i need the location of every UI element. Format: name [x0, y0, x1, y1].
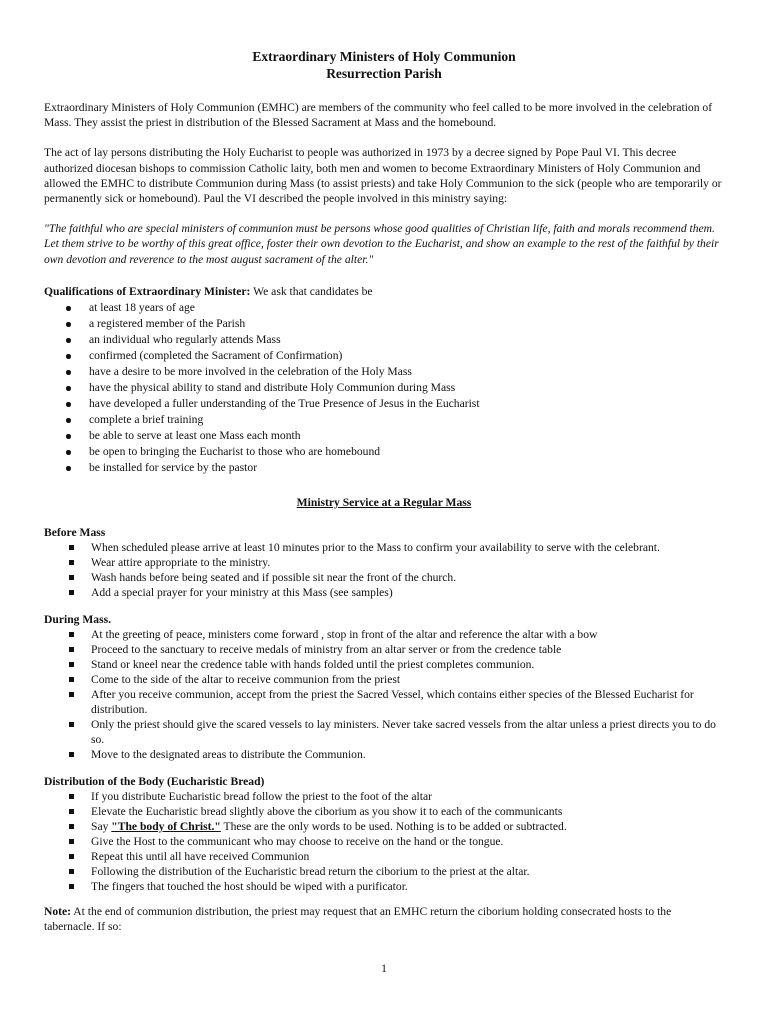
list-item: The fingers that touched the host should be wiped with a purificator.: [44, 879, 724, 894]
list-item: have developed a fuller understanding of the True Presence of Jesus in the Eucharist: [44, 396, 724, 412]
list-item: confirmed (completed the Sacrament of Confirmation): [44, 348, 724, 364]
qualifications-heading: [44, 284, 724, 299]
title-line-2: Resurrection Parish: [326, 66, 442, 81]
list-item: Move to the designated areas to distribute the Communion.: [44, 747, 724, 762]
note-paragraph: [44, 904, 724, 934]
list-item: have a desire to be more involved in the celebration of the Holy Mass: [44, 364, 724, 380]
note-text: At the end of communion distribution, the priest may request that an EMHC return the ciborium holding consecrated hosts to the tabernacle. If so:: [44, 905, 672, 934]
intro-paragraph-2: The act of lay persons distributing the Holy Eucharist to people was authorized in 1973 by a decree signed by Pope Paul VI. This decree authorized diocesan bishops to commission Catholic laity, both men and women to become Extraordinary Ministers of Holy Communion and allowed the EMHC to distribute Communion during Mass (to assist priests) and take Holy Communion to the sick (people who are temporarily or permanently sick or homebound). Paul the VI described the people involved in this ministry saying:: [44, 146, 722, 206]
list-item: a registered member of the Parish: [44, 316, 724, 332]
list-item: [44, 819, 724, 834]
note-label: Note:: [44, 905, 72, 919]
list-item: Wear attire appropriate to the ministry.: [44, 555, 724, 570]
list-item: have the physical ability to stand and distribute Holy Communion during Mass: [44, 380, 724, 396]
list-item: be able to serve at least one Mass each month: [44, 428, 724, 444]
list-item: an individual who regularly attends Mass: [44, 332, 724, 348]
during-mass-heading: During Mass.: [44, 613, 111, 627]
say-prefix: Say: [91, 820, 112, 834]
list-item: At the greeting of peace, ministers come forward , stop in front of the altar and reference the altar with a bow: [44, 627, 724, 642]
page-number: 1: [381, 962, 387, 975]
list-item: Following the distribution of the Eucharistic bread return the ciborium to the priest at the altar.: [44, 864, 724, 879]
during-mass-list: [44, 627, 724, 762]
list-item: be open to bringing the Eucharist to those who are homebound: [44, 444, 724, 460]
intro-paragraph-1: Extraordinary Ministers of Holy Communion (EMHC) are members of the community who feel called to be more involved in the celebration of Mass. They assist the priest in distribution of the Blessed Sacrament at Mass and the homebound.: [44, 101, 713, 130]
list-item: Stand or kneel near the credence table with hands folded until the priest completes communion.: [44, 657, 724, 672]
list-item: Come to the side of the altar to receive communion from the priest: [44, 672, 724, 687]
qualifications-intro: We ask that candidates be: [250, 284, 373, 298]
before-mass-heading: Before Mass: [44, 526, 106, 540]
say-suffix: These are the only words to be used. Nothing is to be added or subtracted.: [220, 820, 567, 834]
list-item: Only the priest should give the scared vessels to lay ministers. Never take sacred vessels from the altar unless a priest directs you to do so.: [44, 717, 724, 747]
list-item: complete a brief training: [44, 412, 724, 428]
list-item: be installed for service by the pastor: [44, 460, 724, 476]
qualifications-label: Qualifications of Extraordinary Minister:: [44, 284, 251, 298]
document-title: [44, 48, 724, 82]
pope-quote: "The faithful who are special ministers of communion must be persons whose good qualities of Christian life, faith and morals recommend them. Let them strive to be worthy of this great office, foster their own devotion to the Eucharist, and show an example to the rest of the faithful by their own devotion and reverence to the most august sacrament of the alter.": [44, 222, 719, 266]
list-item: Add a special prayer for your ministry at this Mass (see samples): [44, 585, 724, 600]
distribution-heading: Distribution of the Body (Eucharistic Bread): [44, 775, 265, 789]
ministry-section-title: Ministry Service at a Regular Mass: [296, 496, 472, 510]
list-item: Repeat this until all have received Communion: [44, 849, 724, 864]
title-line-1: Extraordinary Ministers of Holy Communion: [252, 49, 516, 64]
list-item: When scheduled please arrive at least 10 minutes prior to the Mass to confirm your availability to serve with the celebrant.: [44, 540, 724, 555]
before-mass-list: [44, 540, 724, 600]
list-item: Proceed to the sanctuary to receive medals of ministry from an altar server or from the credence table: [44, 642, 724, 657]
list-item: at least 18 years of age: [44, 300, 724, 316]
list-item: After you receive communion, accept from the priest the Sacred Vessel, which contains either species of the Blessed Eucharist for distribution.: [44, 687, 724, 717]
list-item: Give the Host to the communicant who may choose to receive on the hand or the tongue.: [44, 834, 724, 849]
list-item: If you distribute Eucharistic bread follow the priest to the foot of the altar: [44, 789, 724, 804]
qualifications-list: [44, 300, 724, 476]
list-item: Wash hands before being seated and if possible sit near the front of the church.: [44, 570, 724, 585]
body-of-christ-phrase: "The body of Christ.": [111, 820, 221, 834]
distribution-list: [44, 789, 724, 894]
list-item: Elevate the Eucharistic bread slightly above the ciborium as you show it to each of the communicants: [44, 804, 724, 819]
